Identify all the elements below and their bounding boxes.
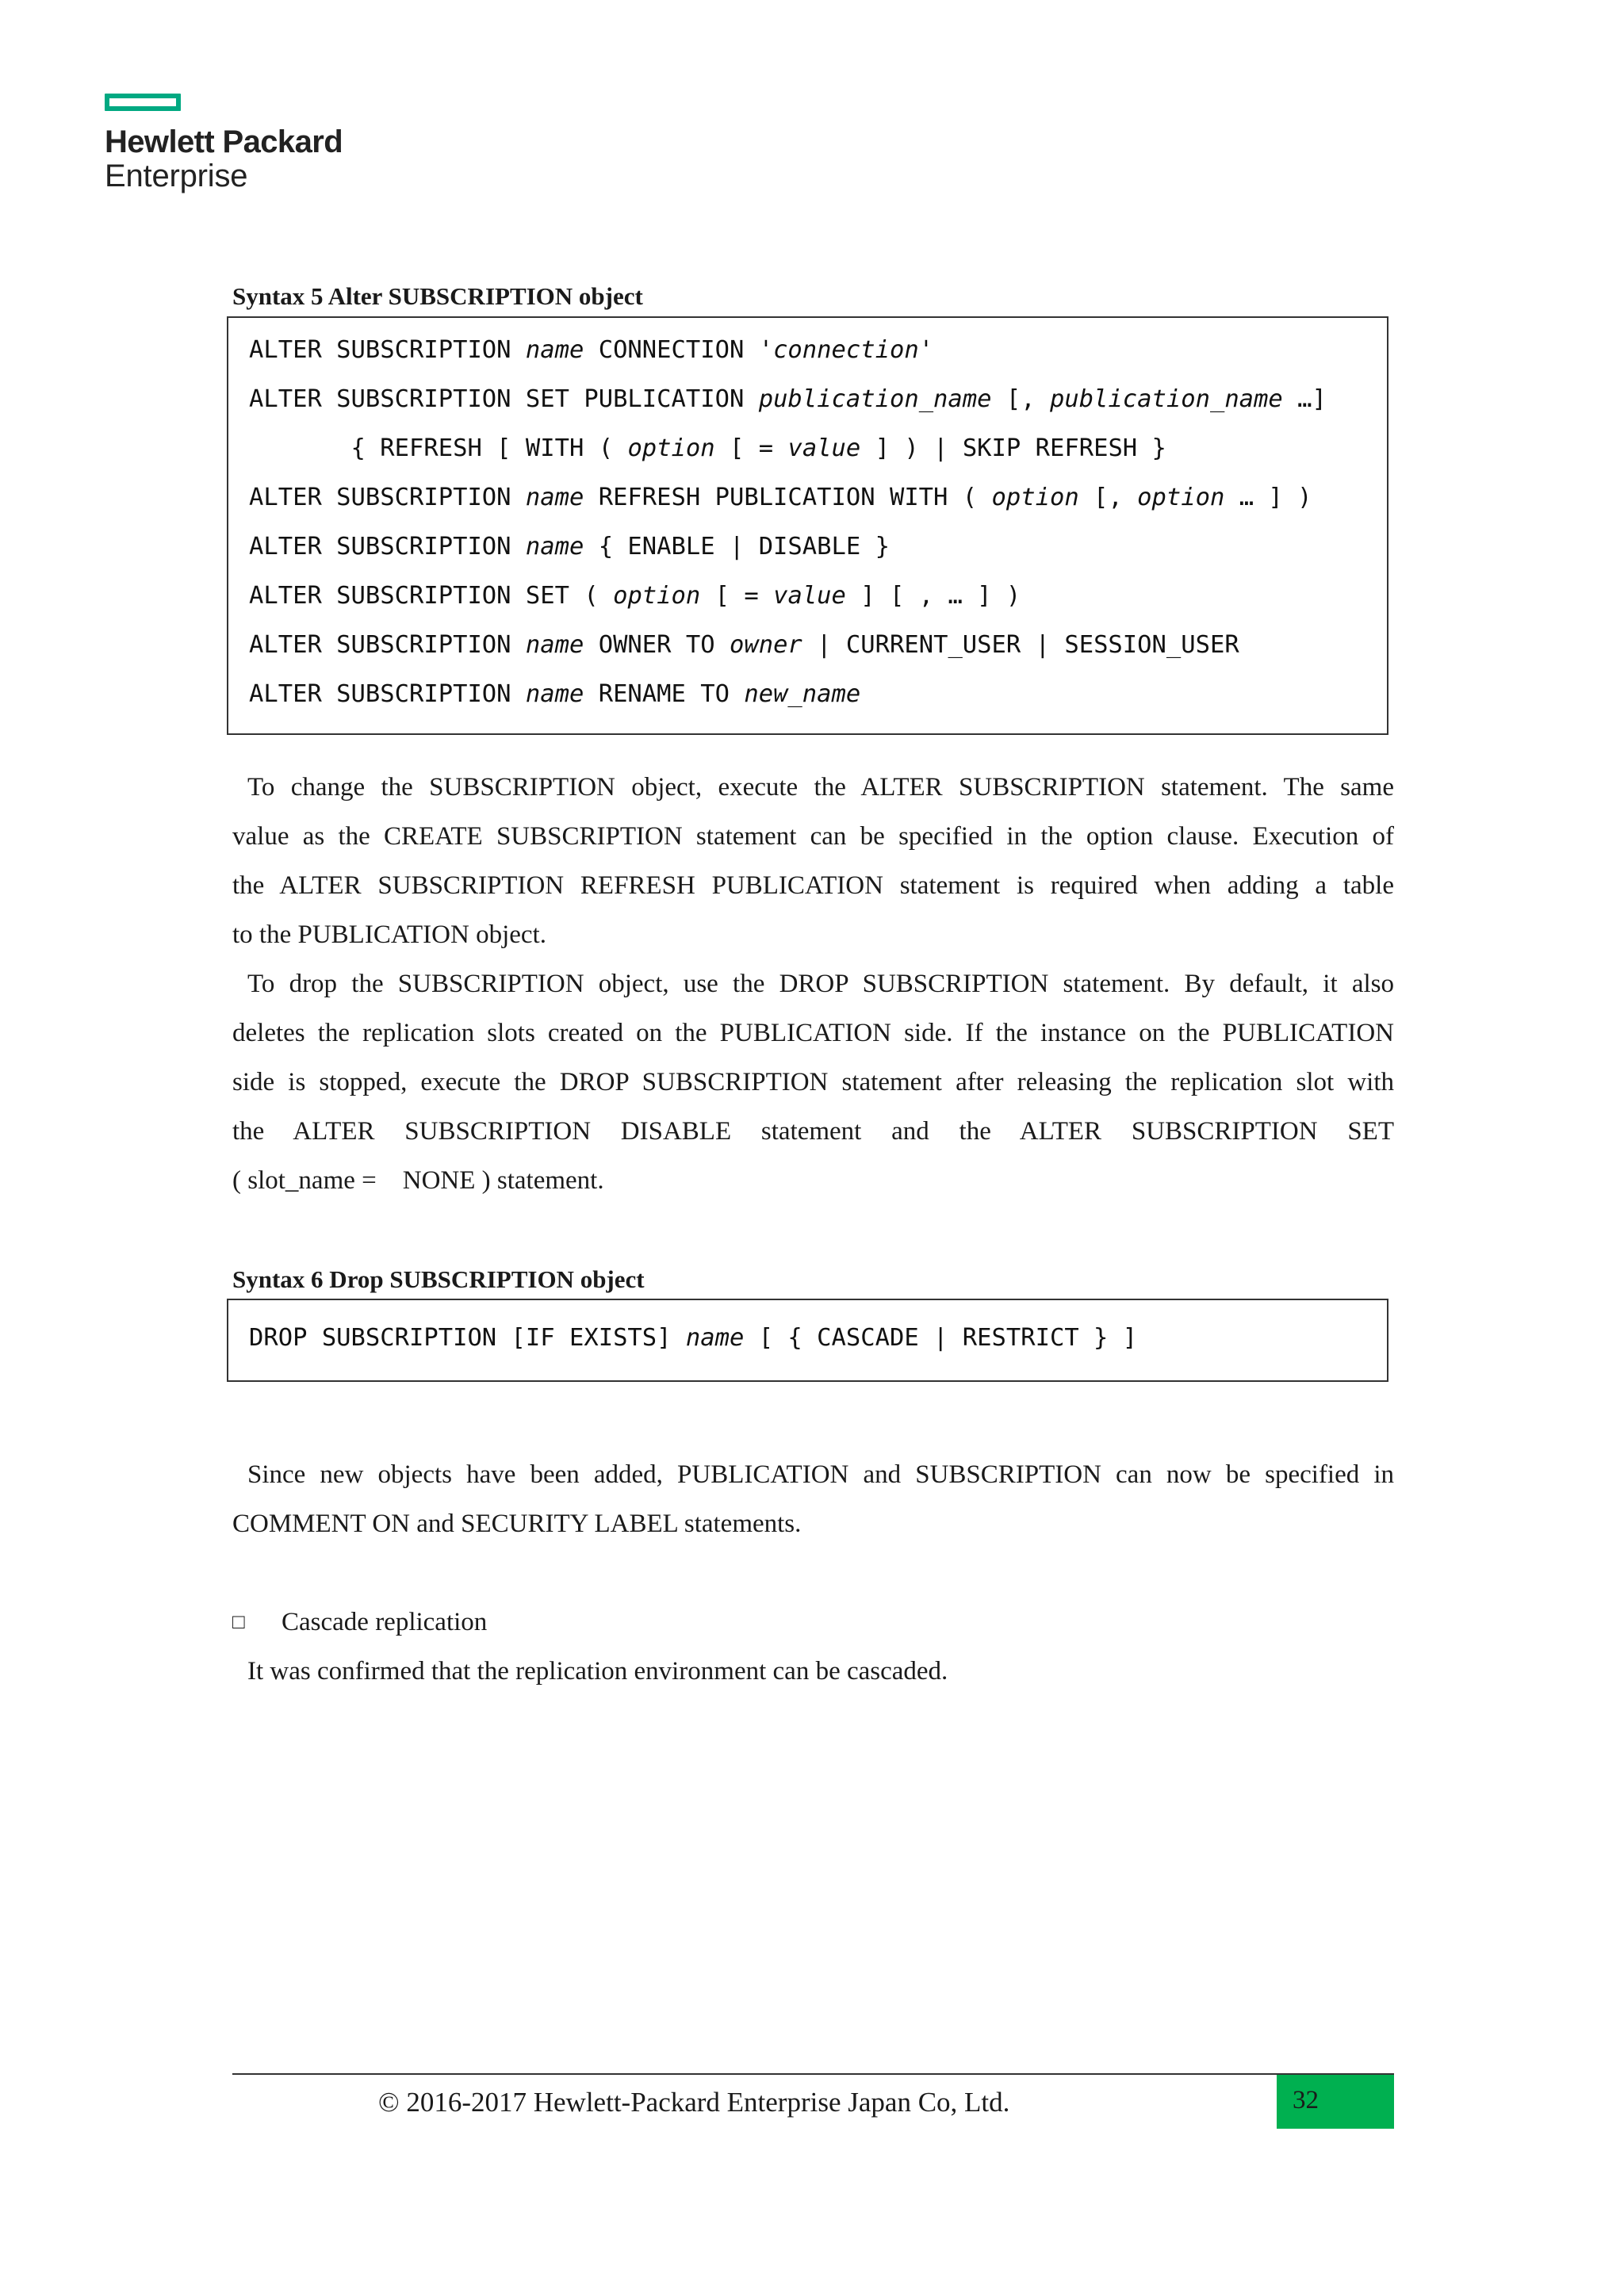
code-placeholder: name [525,631,584,659]
checkbox-bullet-icon: □ [232,1610,245,1633]
page-number: 32 [1293,2086,1319,2114]
syntax6-caption: Syntax 6 Drop SUBSCRIPTION object [232,1265,645,1293]
logo-text-line1: Hewlett Packard [105,124,343,159]
page-number-box [1277,2075,1394,2129]
section-body: It was confirmed that the replication environment can be cascaded. [247,1657,948,1686]
code-line [249,680,860,709]
code-placeholder: value [773,582,846,610]
syntax6-code-box [227,1299,1388,1382]
code-keyword-text: [, [1078,484,1138,511]
code-placeholder: option [1137,484,1225,511]
logo-text-line2: Enterprise [105,159,248,193]
code-line [249,434,1166,463]
code-keyword-text: DROP SUBSCRIPTION [IF EXISTS] [249,1324,686,1352]
code-line [249,385,1327,414]
para3-line: Since new objects have been added, PUBLICATION and SUBSCRIPTION can now be specified in [247,1460,1394,1489]
code-line [249,533,890,561]
code-placeholder: value [787,434,861,462]
code-keyword-text: { REFRESH [ WITH ( [249,434,628,462]
code-keyword-text: …] [1282,385,1327,413]
para2-line: the ALTER SUBSCRIPTION DISABLE statement and the ALTER SUBSCRIPTION SET [232,1117,1394,1146]
code-placeholder: name [525,336,584,364]
code-placeholder: name [525,484,584,511]
para1-line: value as the CREATE SUBSCRIPTION statement can be specified in the option clause. Execution of [232,822,1394,851]
code-placeholder: option [991,484,1079,511]
code-placeholder: new_name [744,680,861,708]
hpe-logo-rectangle-icon [105,94,181,111]
code-keyword-text: ALTER SUBSCRIPTION SET ( [249,582,614,610]
para1-line: To change the SUBSCRIPTION object, execute the ALTER SUBSCRIPTION statement. The same [247,773,1394,802]
code-placeholder: owner [729,631,802,659]
para1-line: to the PUBLICATION object. [232,920,546,949]
code-keyword-text: [, [991,385,1050,413]
para3-line: COMMENT ON and SECURITY LABEL statements. [232,1510,802,1538]
para1-line: the ALTER SUBSCRIPTION REFRESH PUBLICATION statement is required when adding a table [232,871,1394,900]
code-line [249,582,1021,610]
code-keyword-text: { ENABLE | DISABLE } [584,533,890,561]
para2-line: ( slot_name = NONE ) statement. [232,1166,604,1195]
code-keyword-text: ALTER SUBSCRIPTION [249,680,526,708]
code-keyword-text: ] [ , … ] ) [845,582,1021,610]
code-keyword-text: | CURRENT_USER | SESSION_USER [802,631,1239,659]
code-line [249,631,1239,660]
code-placeholder: connection [773,336,919,364]
code-placeholder: option [613,582,701,610]
code-placeholder: name [685,1324,745,1352]
code-keyword-text: [ { CASCADE | RESTRICT } ] [744,1324,1138,1352]
code-placeholder: publication_name [1049,385,1283,413]
code-keyword-text: [ = [700,582,774,610]
code-keyword-text: ALTER SUBSCRIPTION [249,631,526,659]
footer-rule [232,2073,1394,2075]
code-keyword-text: OWNER TO [584,631,730,659]
code-placeholder: name [525,533,584,561]
hpe-logo [105,94,343,193]
para2-line: To drop the SUBSCRIPTION object, use the DROP SUBSCRIPTION statement. By default, it also [247,970,1394,998]
code-line [249,336,933,365]
code-keyword-text: RENAME TO [584,680,745,708]
code-keyword-text: ALTER SUBSCRIPTION SET PUBLICATION [249,385,759,413]
code-line [249,1324,1137,1353]
code-line [249,484,1312,512]
code-keyword-text: [ = [714,434,788,462]
footer-copyright: © 2016-2017 Hewlett-Packard Enterprise Japan Co, Ltd. [378,2087,1010,2118]
para2-line: side is stopped, execute the DROP SUBSCRIPTION statement after releasing the replication slot with [232,1068,1394,1096]
syntax5-code-box [227,316,1388,735]
syntax5-caption: Syntax 5 Alter SUBSCRIPTION object [232,282,643,310]
code-keyword-text: ALTER SUBSCRIPTION [249,533,526,561]
code-keyword-text: … ] ) [1224,484,1312,511]
section-title: Cascade replication [282,1608,488,1636]
code-keyword-text: CONNECTION ' [584,336,774,364]
code-placeholder: name [525,680,584,708]
code-keyword-text: ' [918,336,934,364]
code-keyword-text: REFRESH PUBLICATION WITH ( [584,484,992,511]
code-placeholder: option [627,434,715,462]
para2-line: deletes the replication slots created on the PUBLICATION side. If the instance on the PUBLICATION [232,1019,1394,1047]
code-placeholder: publication_name [758,385,992,413]
code-keyword-text: ALTER SUBSCRIPTION [249,336,526,364]
code-keyword-text: ] ) | SKIP REFRESH } [860,434,1166,462]
code-keyword-text: ALTER SUBSCRIPTION [249,484,526,511]
